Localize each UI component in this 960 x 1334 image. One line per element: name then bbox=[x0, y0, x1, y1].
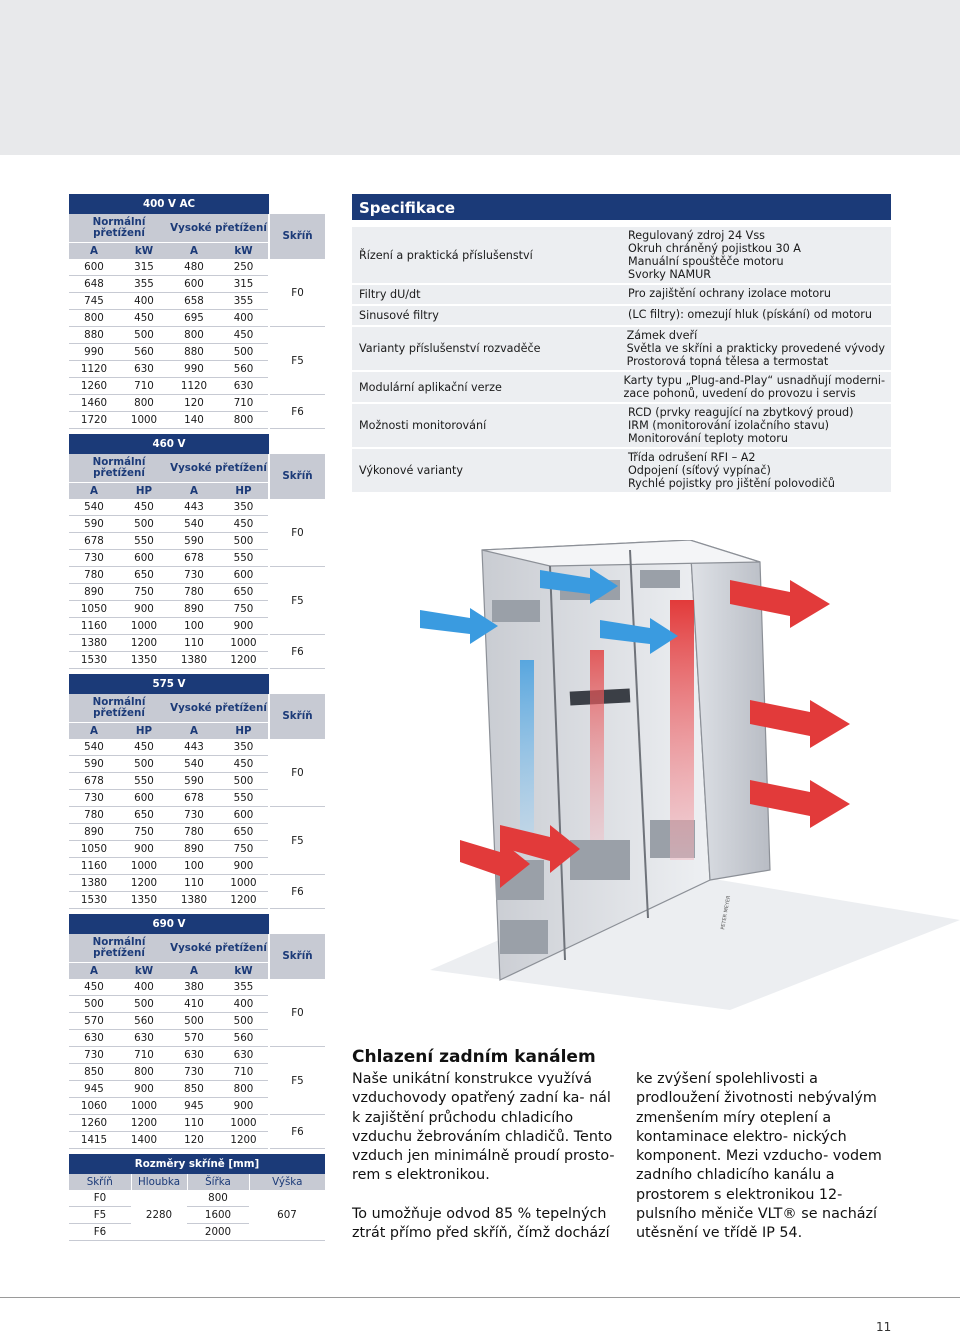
rating-table bbox=[69, 434, 325, 669]
spec-value-line: Pro zajištění ochrany izolace motoru bbox=[628, 287, 831, 300]
dim-frame: F5 bbox=[69, 1207, 131, 1224]
unit-header: kW bbox=[219, 243, 269, 260]
table-cell: 730 bbox=[69, 1047, 119, 1064]
table-cell: 1000 bbox=[219, 875, 269, 892]
table-cell: 730 bbox=[169, 1064, 219, 1081]
spec-value-line: Zámek dveří bbox=[626, 329, 698, 342]
table-cell: 1050 bbox=[69, 601, 119, 618]
table-cell: 443 bbox=[169, 739, 219, 756]
unit-header: A bbox=[169, 723, 219, 740]
table-cell: 400 bbox=[119, 293, 169, 310]
table-cell: 630 bbox=[119, 361, 169, 378]
table-title-spacer bbox=[269, 674, 325, 694]
spec-values bbox=[622, 306, 891, 325]
frame-size: F5 bbox=[269, 807, 325, 875]
frame-header: Skříň bbox=[269, 694, 325, 739]
table-cell: 1200 bbox=[119, 1115, 169, 1132]
spec-value-line: Karty typu „Plug-and-Play“ usnadňují moderni- bbox=[623, 374, 885, 387]
table-cell: 710 bbox=[119, 378, 169, 395]
spec-values bbox=[622, 449, 891, 492]
table-cell: 600 bbox=[219, 567, 269, 584]
rating-table bbox=[69, 674, 325, 909]
frame-size: F0 bbox=[269, 499, 325, 567]
spec-value-line: Okruh chráněný pojistkou 30 A bbox=[628, 242, 801, 255]
table-cell: 800 bbox=[69, 310, 119, 327]
table-cell: 410 bbox=[169, 996, 219, 1013]
spec-label: Varianty příslušenství rozvaděče bbox=[359, 342, 541, 355]
table-cell: 890 bbox=[169, 841, 219, 858]
table-row bbox=[69, 327, 325, 344]
group-normal-overload: Normální přetížení bbox=[69, 214, 169, 243]
table-cell: 900 bbox=[219, 618, 269, 635]
table-cell: 695 bbox=[169, 310, 219, 327]
dim-width: 1600 bbox=[187, 1207, 249, 1224]
table-cell: 500 bbox=[219, 344, 269, 361]
table-cell: 315 bbox=[119, 259, 169, 276]
spec-label: Modulární aplikační verze bbox=[359, 380, 502, 394]
table-cell: 400 bbox=[219, 310, 269, 327]
table-cell: 1380 bbox=[169, 892, 219, 909]
table-cell: 780 bbox=[69, 807, 119, 824]
table-cell: 745 bbox=[69, 293, 119, 310]
dim-header-frame: Skříň bbox=[69, 1174, 131, 1190]
table-cell: 590 bbox=[69, 756, 119, 773]
table-cell: 990 bbox=[69, 344, 119, 361]
spec-values bbox=[618, 372, 891, 402]
group-high-overload: Vysoké přetížení bbox=[169, 934, 269, 963]
table-row bbox=[69, 807, 325, 824]
spec-panel bbox=[352, 194, 891, 492]
table-title-spacer bbox=[269, 194, 325, 214]
spec-rows bbox=[352, 225, 891, 492]
table-cell: 1260 bbox=[69, 378, 119, 395]
table-cell: 120 bbox=[169, 1132, 219, 1149]
table-cell: 1415 bbox=[69, 1132, 119, 1149]
table-cell: 945 bbox=[169, 1098, 219, 1115]
table-cell: 650 bbox=[219, 824, 269, 841]
cabinet-cooling-illustration bbox=[400, 540, 960, 1010]
table-cell: 750 bbox=[119, 584, 169, 601]
unit-header: A bbox=[69, 963, 119, 980]
table-row bbox=[69, 875, 325, 892]
table-cell: 650 bbox=[119, 807, 169, 824]
table-cell: 600 bbox=[119, 790, 169, 807]
frame-size: F5 bbox=[269, 567, 325, 635]
table-title-spacer bbox=[269, 914, 325, 934]
spec-label: Výkonové varianty bbox=[359, 464, 464, 477]
table-cell: 1050 bbox=[69, 841, 119, 858]
frame-header: Skříň bbox=[269, 934, 325, 979]
table-cell: 500 bbox=[69, 996, 119, 1013]
table-cell: 590 bbox=[169, 533, 219, 550]
frame-size: F6 bbox=[269, 875, 325, 909]
cooling-text-col2 bbox=[636, 1070, 898, 1244]
spec-value-line: zace pohonů, uvedení do provozu i servis bbox=[623, 387, 856, 400]
table-cell: 100 bbox=[169, 618, 219, 635]
spec-value-line: IRM (monitorování izolačního stavu) bbox=[628, 419, 830, 432]
table-cell: 110 bbox=[169, 1115, 219, 1132]
frame-size: F0 bbox=[269, 739, 325, 807]
table-cell: 800 bbox=[119, 1064, 169, 1081]
unit-header: kW bbox=[119, 243, 169, 260]
dim-frame: F6 bbox=[69, 1224, 131, 1241]
cooling-paragraph: Naše unikátní konstrukce využívá vzduchovody opatřený zadní ka- nál k zajištění průchodu chladicího vzduchu žebrováním chladičů. Tento vzduch jen minimálně proudí prosto- rem s elektronikou. bbox=[352, 1071, 615, 1184]
spec-values bbox=[622, 285, 891, 304]
unit-header: A bbox=[169, 483, 219, 500]
spec-row bbox=[352, 325, 891, 370]
spec-row bbox=[352, 283, 891, 304]
unit-header: HP bbox=[219, 723, 269, 740]
table-cell: 450 bbox=[69, 979, 119, 996]
spec-row bbox=[352, 225, 891, 283]
table-cell: 450 bbox=[119, 310, 169, 327]
cool-flow bbox=[520, 660, 534, 850]
table-cell: 550 bbox=[219, 790, 269, 807]
group-normal-overload: Normální přetížení bbox=[69, 454, 169, 483]
table-cell: 600 bbox=[119, 550, 169, 567]
spec-value-line: Rychlé pojistky pro jištění polovodičů bbox=[628, 477, 835, 490]
table-row bbox=[69, 1047, 325, 1064]
table-cell: 1200 bbox=[119, 875, 169, 892]
table-cell: 780 bbox=[69, 567, 119, 584]
frame-size: F6 bbox=[269, 635, 325, 669]
table-cell: 900 bbox=[119, 601, 169, 618]
hot-duct bbox=[670, 600, 694, 860]
table-cell: 1460 bbox=[69, 395, 119, 412]
table-cell: 500 bbox=[119, 516, 169, 533]
spec-value-line: Manuální spouštěče motoru bbox=[628, 255, 784, 268]
table-cell: 500 bbox=[219, 773, 269, 790]
table-title: 460 V bbox=[69, 434, 269, 454]
frame-size: F0 bbox=[269, 259, 325, 327]
table-cell: 480 bbox=[169, 259, 219, 276]
table-cell: 890 bbox=[169, 601, 219, 618]
table-cell: 1200 bbox=[119, 635, 169, 652]
table-cell: 710 bbox=[219, 395, 269, 412]
table-cell: 850 bbox=[69, 1064, 119, 1081]
table-cell: 500 bbox=[119, 327, 169, 344]
group-high-overload: Vysoké přetížení bbox=[169, 694, 269, 723]
table-cell: 590 bbox=[169, 773, 219, 790]
table-row bbox=[69, 567, 325, 584]
table-cell: 880 bbox=[169, 344, 219, 361]
table-title: 575 V bbox=[69, 674, 269, 694]
unit-header: A bbox=[69, 483, 119, 500]
table-cell: 945 bbox=[69, 1081, 119, 1098]
table-row bbox=[69, 1115, 325, 1132]
table-cell: 110 bbox=[169, 875, 219, 892]
spec-value-line: Světla ve skříni a prakticky provedené vývody bbox=[626, 342, 885, 355]
table-cell: 730 bbox=[169, 807, 219, 824]
group-high-overload: Vysoké přetížení bbox=[169, 214, 269, 243]
table-cell: 355 bbox=[219, 979, 269, 996]
table-cell: 800 bbox=[219, 412, 269, 429]
table-cell: 630 bbox=[119, 1030, 169, 1047]
table-cell: 1000 bbox=[219, 1115, 269, 1132]
group-normal-overload: Normální přetížení bbox=[69, 934, 169, 963]
table-cell: 750 bbox=[219, 841, 269, 858]
unit-header: A bbox=[69, 723, 119, 740]
table-cell: 1400 bbox=[119, 1132, 169, 1149]
table-cell: 350 bbox=[219, 739, 269, 756]
table-cell: 400 bbox=[219, 996, 269, 1013]
table-cell: 890 bbox=[69, 824, 119, 841]
table-cell: 500 bbox=[219, 533, 269, 550]
table-cell: 140 bbox=[169, 412, 219, 429]
spec-values bbox=[622, 404, 891, 447]
table-cell: 500 bbox=[219, 1013, 269, 1030]
table-cell: 678 bbox=[69, 773, 119, 790]
table-cell: 900 bbox=[119, 1081, 169, 1098]
table-cell: 1530 bbox=[69, 652, 119, 669]
table-cell: 450 bbox=[119, 499, 169, 516]
dim-width: 2000 bbox=[187, 1224, 249, 1241]
unit-header: kW bbox=[119, 963, 169, 980]
table-cell: 1000 bbox=[119, 858, 169, 875]
dimensions-table bbox=[69, 1154, 325, 1241]
dim-height: 607 bbox=[249, 1190, 325, 1241]
table-cell: 600 bbox=[219, 807, 269, 824]
table-cell: 1060 bbox=[69, 1098, 119, 1115]
table-cell: 600 bbox=[169, 276, 219, 293]
table-cell: 600 bbox=[69, 259, 119, 276]
spec-label: Řízení a praktická příslušenství bbox=[359, 248, 533, 262]
cooling-heading: Chlazení zadním kanálem bbox=[352, 1047, 596, 1067]
spec-label: Možnosti monitorování bbox=[359, 419, 487, 432]
table-row bbox=[69, 259, 325, 276]
group-high-overload: Vysoké přetížení bbox=[169, 454, 269, 483]
table-cell: 1120 bbox=[69, 361, 119, 378]
spec-value-line: Odpojení (síťový vypínač) bbox=[628, 464, 771, 477]
table-cell: 850 bbox=[169, 1081, 219, 1098]
table-row bbox=[69, 635, 325, 652]
table-cell: 630 bbox=[169, 1047, 219, 1064]
frame-size: F6 bbox=[269, 395, 325, 429]
table-cell: 678 bbox=[169, 550, 219, 567]
table-cell: 560 bbox=[119, 344, 169, 361]
table-cell: 750 bbox=[219, 601, 269, 618]
table-cell: 1530 bbox=[69, 892, 119, 909]
frame-size: F5 bbox=[269, 1047, 325, 1115]
table-cell: 1200 bbox=[219, 892, 269, 909]
table-row bbox=[69, 395, 325, 412]
cooling-paragraph: ke zvýšení spolehlivosti a prodloužení životnosti nebývalým zmenšením míry oteplení a kontaminace elektro- nických komponent. Mezi vzducho- vodem zadního chladicího kanálu a prostorem s elektronikou 12-pulsního měniče VLT® se nachází utěsnění ve třídě IP 54. bbox=[636, 1071, 882, 1242]
unit-header: A bbox=[169, 963, 219, 980]
table-cell: 450 bbox=[219, 756, 269, 773]
cooling-paragraph: To umožňuje odvod 85 % tepelných ztrát přímo před skříň, čímž dochází bbox=[352, 1205, 610, 1242]
table-cell: 1200 bbox=[219, 652, 269, 669]
unit-header: kW bbox=[219, 963, 269, 980]
spec-label: Filtry dU/dt bbox=[359, 288, 421, 301]
unit-header: HP bbox=[219, 483, 269, 500]
table-title-spacer bbox=[269, 434, 325, 454]
table-cell: 1000 bbox=[119, 412, 169, 429]
spec-row bbox=[352, 402, 891, 447]
table-cell: 780 bbox=[169, 584, 219, 601]
table-cell: 730 bbox=[69, 550, 119, 567]
table-cell: 110 bbox=[169, 635, 219, 652]
table-cell: 250 bbox=[219, 259, 269, 276]
dim-depth: 2280 bbox=[131, 1190, 187, 1241]
unit-header: HP bbox=[119, 723, 169, 740]
table-cell: 380 bbox=[169, 979, 219, 996]
table-cell: 500 bbox=[169, 1013, 219, 1030]
spec-value-line: Prostorová topná tělesa a termostat bbox=[626, 355, 829, 368]
table-cell: 560 bbox=[119, 1013, 169, 1030]
table-cell: 450 bbox=[119, 739, 169, 756]
table-cell: 750 bbox=[119, 824, 169, 841]
table-cell: 900 bbox=[219, 858, 269, 875]
table-cell: 1720 bbox=[69, 412, 119, 429]
table-cell: 350 bbox=[219, 499, 269, 516]
table-cell: 400 bbox=[119, 979, 169, 996]
spec-row bbox=[352, 370, 891, 402]
frame-size: F6 bbox=[269, 1115, 325, 1149]
table-cell: 730 bbox=[69, 790, 119, 807]
table-cell: 560 bbox=[219, 361, 269, 378]
table-cell: 678 bbox=[69, 533, 119, 550]
dim-width: 800 bbox=[187, 1190, 249, 1207]
table-cell: 540 bbox=[169, 516, 219, 533]
table-cell: 900 bbox=[219, 1098, 269, 1115]
table-cell: 1000 bbox=[219, 635, 269, 652]
table-cell: 1000 bbox=[119, 1098, 169, 1115]
spec-value-line: Svorky NAMUR bbox=[628, 268, 712, 281]
unit-header: A bbox=[69, 243, 119, 260]
spec-value-line: Monitorování teploty motoru bbox=[628, 432, 788, 445]
table-cell: 1120 bbox=[169, 378, 219, 395]
rating-table bbox=[69, 914, 325, 1149]
table-cell: 800 bbox=[219, 1081, 269, 1098]
table-cell: 550 bbox=[119, 533, 169, 550]
table-cell: 678 bbox=[169, 790, 219, 807]
spec-value-line: RCD (prvky reagující na zbytkový proud) bbox=[628, 406, 854, 419]
page-number: 11 bbox=[876, 1320, 892, 1334]
table-cell: 1160 bbox=[69, 858, 119, 875]
table-cell: 630 bbox=[219, 378, 269, 395]
table-title: 690 V bbox=[69, 914, 269, 934]
header-band bbox=[0, 0, 960, 155]
table-cell: 990 bbox=[169, 361, 219, 378]
table-cell: 710 bbox=[119, 1047, 169, 1064]
table-cell: 1200 bbox=[219, 1132, 269, 1149]
table-cell: 658 bbox=[169, 293, 219, 310]
table-cell: 650 bbox=[219, 584, 269, 601]
rating-table bbox=[69, 194, 325, 429]
table-row bbox=[69, 739, 325, 756]
table-cell: 1160 bbox=[69, 618, 119, 635]
table-cell: 1350 bbox=[119, 652, 169, 669]
table-cell: 800 bbox=[119, 395, 169, 412]
table-cell: 590 bbox=[69, 516, 119, 533]
dim-header-depth: Hloubka bbox=[131, 1174, 187, 1190]
unit-header: HP bbox=[119, 483, 169, 500]
table-cell: 780 bbox=[169, 824, 219, 841]
table-cell: 450 bbox=[219, 516, 269, 533]
table-cell: 100 bbox=[169, 858, 219, 875]
table-cell: 500 bbox=[119, 756, 169, 773]
table-title: 400 V AC bbox=[69, 194, 269, 214]
table-cell: 650 bbox=[119, 567, 169, 584]
hot-flow bbox=[590, 650, 604, 840]
table-cell: 630 bbox=[219, 1047, 269, 1064]
table-cell: 443 bbox=[169, 499, 219, 516]
dimensions-title: Rozměry skříně [mm] bbox=[69, 1154, 325, 1174]
group-normal-overload: Normální přetížení bbox=[69, 694, 169, 723]
frame-header: Skříň bbox=[269, 214, 325, 259]
spec-row bbox=[352, 447, 891, 492]
frame-header: Skříň bbox=[269, 454, 325, 499]
table-cell: 570 bbox=[69, 1013, 119, 1030]
table-cell: 355 bbox=[119, 276, 169, 293]
table-row bbox=[69, 499, 325, 516]
table-cell: 730 bbox=[169, 567, 219, 584]
table-cell: 540 bbox=[69, 499, 119, 516]
table-row bbox=[69, 979, 325, 996]
footer-rule bbox=[0, 1297, 960, 1298]
table-cell: 120 bbox=[169, 395, 219, 412]
table-cell: 1350 bbox=[119, 892, 169, 909]
table-cell: 450 bbox=[219, 327, 269, 344]
table-cell: 1380 bbox=[169, 652, 219, 669]
spec-values bbox=[621, 327, 891, 370]
table-cell: 710 bbox=[219, 1064, 269, 1081]
table-cell: 500 bbox=[119, 996, 169, 1013]
frame-size: F0 bbox=[269, 979, 325, 1047]
dim-header-width: Šířka bbox=[187, 1174, 249, 1190]
table-cell: 1380 bbox=[69, 635, 119, 652]
spec-values bbox=[622, 227, 891, 283]
table-cell: 1260 bbox=[69, 1115, 119, 1132]
table-cell: 550 bbox=[219, 550, 269, 567]
table-cell: 315 bbox=[219, 276, 269, 293]
table-cell: 540 bbox=[69, 739, 119, 756]
table-cell: 648 bbox=[69, 276, 119, 293]
spec-value-line: Regulovaný zdroj 24 Vss bbox=[628, 229, 765, 242]
table-cell: 1380 bbox=[69, 875, 119, 892]
spec-title: Specifikace bbox=[352, 194, 891, 220]
table-cell: 355 bbox=[219, 293, 269, 310]
table-cell: 890 bbox=[69, 584, 119, 601]
spec-value-line: (LC filtry): omezují hluk (pískání) od motoru bbox=[628, 308, 872, 321]
spec-row bbox=[352, 304, 891, 325]
table-cell: 1000 bbox=[119, 618, 169, 635]
unit-header: A bbox=[169, 243, 219, 260]
table-cell: 540 bbox=[169, 756, 219, 773]
dim-header-height: Výška bbox=[249, 1174, 325, 1190]
spec-label: Sinusové filtry bbox=[359, 309, 439, 322]
dim-frame: F0 bbox=[69, 1190, 131, 1207]
table-cell: 630 bbox=[69, 1030, 119, 1047]
table-cell: 900 bbox=[119, 841, 169, 858]
table-cell: 570 bbox=[169, 1030, 219, 1047]
spec-value-line: Třída odrušení RFI – A2 bbox=[628, 451, 756, 464]
table-cell: 550 bbox=[119, 773, 169, 790]
illustration-credit: PETER MEYER bbox=[720, 895, 733, 931]
table-cell: 800 bbox=[169, 327, 219, 344]
table-cell: 560 bbox=[219, 1030, 269, 1047]
cooling-text-col1 bbox=[352, 1070, 617, 1243]
table-cell: 880 bbox=[69, 327, 119, 344]
frame-size: F5 bbox=[269, 327, 325, 395]
